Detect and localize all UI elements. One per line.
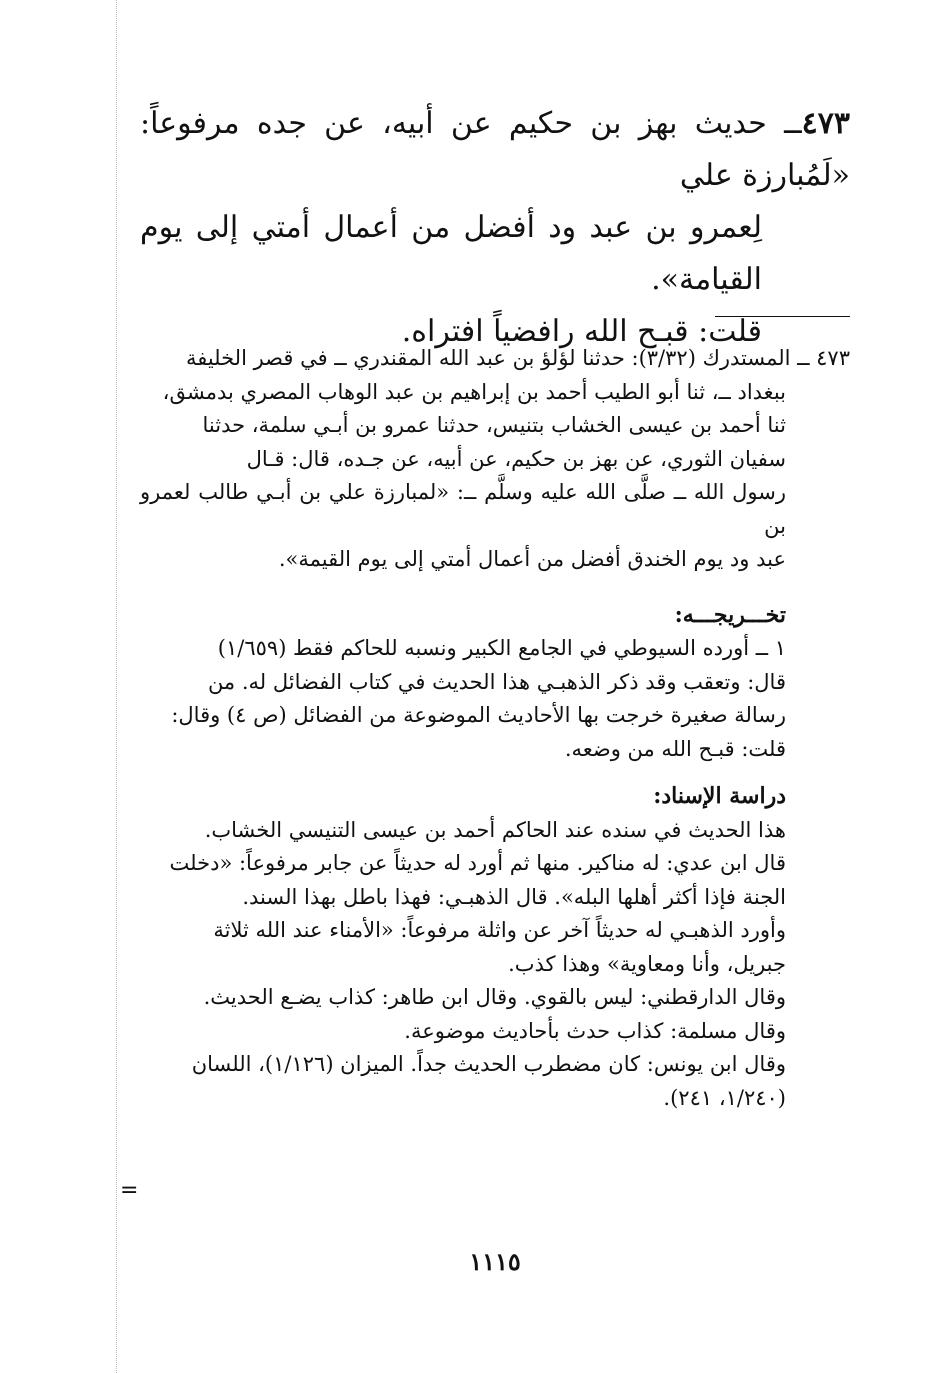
takhrij-line: رسالة صغيرة خرجت بها الأحاديث الموضوعة من الفضائل (ص ٤) وقال:: [171, 703, 786, 727]
isnad-line: (١/٢٤٠، ٢٤١).: [663, 1085, 786, 1110]
footnote-line: ٤٧٣ ــ المستدرك (٣/٣٢): حدثنا لؤلؤ بن عبد الله المقندري ــ في قصر الخليفة: [185, 346, 850, 370]
continuation-mark: =: [120, 1178, 139, 1203]
footnote-section: [140, 342, 850, 1115]
isnad-line: قال ابن عدي: له مناكير. منها ثم أورد له حديثاً عن جابر مرفوعاً: «دخلت: [169, 851, 786, 875]
footnote-line: عبد ود يوم الخندق أفضل من أعمال أمتي إلى يوم القيمة».: [278, 547, 786, 571]
footnote-line: ثنا أحمد بن عيسى الخشاب بتنيس، حدثنا عمرو بن أبـي سلمة، حدثنا: [202, 413, 786, 437]
page-number: ١١١٥: [469, 1247, 521, 1276]
isnad-line: وأورد الذهبـي له حديثاً آخر عن واثلة مرفوعاً: «الأمناء عند الله ثلاثة: [213, 918, 786, 942]
isnad-line: جبريل، وأنا ومعاوية» وهذا كذب.: [508, 951, 786, 976]
author-comment: قلت: قبـح الله رافضياً افتراه.: [401, 314, 762, 349]
hadith-number: ٤٧٣: [801, 106, 850, 141]
takhrij-line: ١ ــ أورده السيوطي في الجامع الكبير ونسبه للحاكم فقط (١/٦٥٩): [217, 636, 786, 660]
isnad-line: وقال الدارقطني: ليس بالقوي. وقال ابن طاهر: كذاب يضـع الحديث.: [203, 985, 786, 1009]
book-page: [140, 0, 850, 1373]
footnote-number: ٤٧٣: [816, 346, 850, 370]
hadith-text-line-1: ٤٧٣ــ حديث بهز بن حكيم عن أبيه، عن جده مرفوعاً: «لَمُبارزة علي: [140, 106, 850, 193]
footnote-line: رسول الله ــ صلَّى الله عليه وسلَّم ــ: «لمبارزة علي بن أبـي طالب لعمرو بن: [140, 480, 787, 538]
footnote-line: ببغداد ــ، ثنا أبو الطيب أحمد بن إبراهيم بن عبد الوهاب المصري بدمشق،: [162, 379, 786, 404]
isnad-line: هذا الحديث في سنده عند الحاكم أحمد بن عيسى التنيسي الخشاب.: [204, 817, 786, 842]
isnad-line: الجنة فإذا أكثر أهلها البله». قال الذهبـي: فهذا باطل بهذا السند.: [242, 884, 786, 909]
isnad-line: وقال مسلمة: كذاب حدث بأحاديث موضوعة.: [404, 1018, 786, 1043]
hadith-text-line-2: لِعمرو بن عبد ود أفضل من أعمال أمتي إلى يوم القيامة».: [140, 210, 762, 297]
isnad-line: وقال ابن يونس: كان مضطرب الحديث جداً. الميزان (١/١٢٦)، اللسان: [191, 1052, 786, 1076]
isnad-heading: دراسة الإسناد:: [653, 783, 786, 809]
takhrij-heading: تخـــريجـــه:: [674, 601, 786, 628]
margin-guide-line: [116, 0, 117, 1373]
takhrij-line: قلت: قبـح الله من وضعه.: [564, 736, 786, 761]
footnote-line: سفيان الثوري، عن بهز بن حكيم، عن أبيه، عن جـده، قال: قـال: [246, 446, 786, 471]
hadith-entry: [140, 98, 850, 358]
takhrij-line: قال: وتعقب وقد ذكر الذهبـي هذا الحديث في كتاب الفضائل له. من: [207, 669, 786, 694]
footnote-separator: [715, 316, 850, 317]
